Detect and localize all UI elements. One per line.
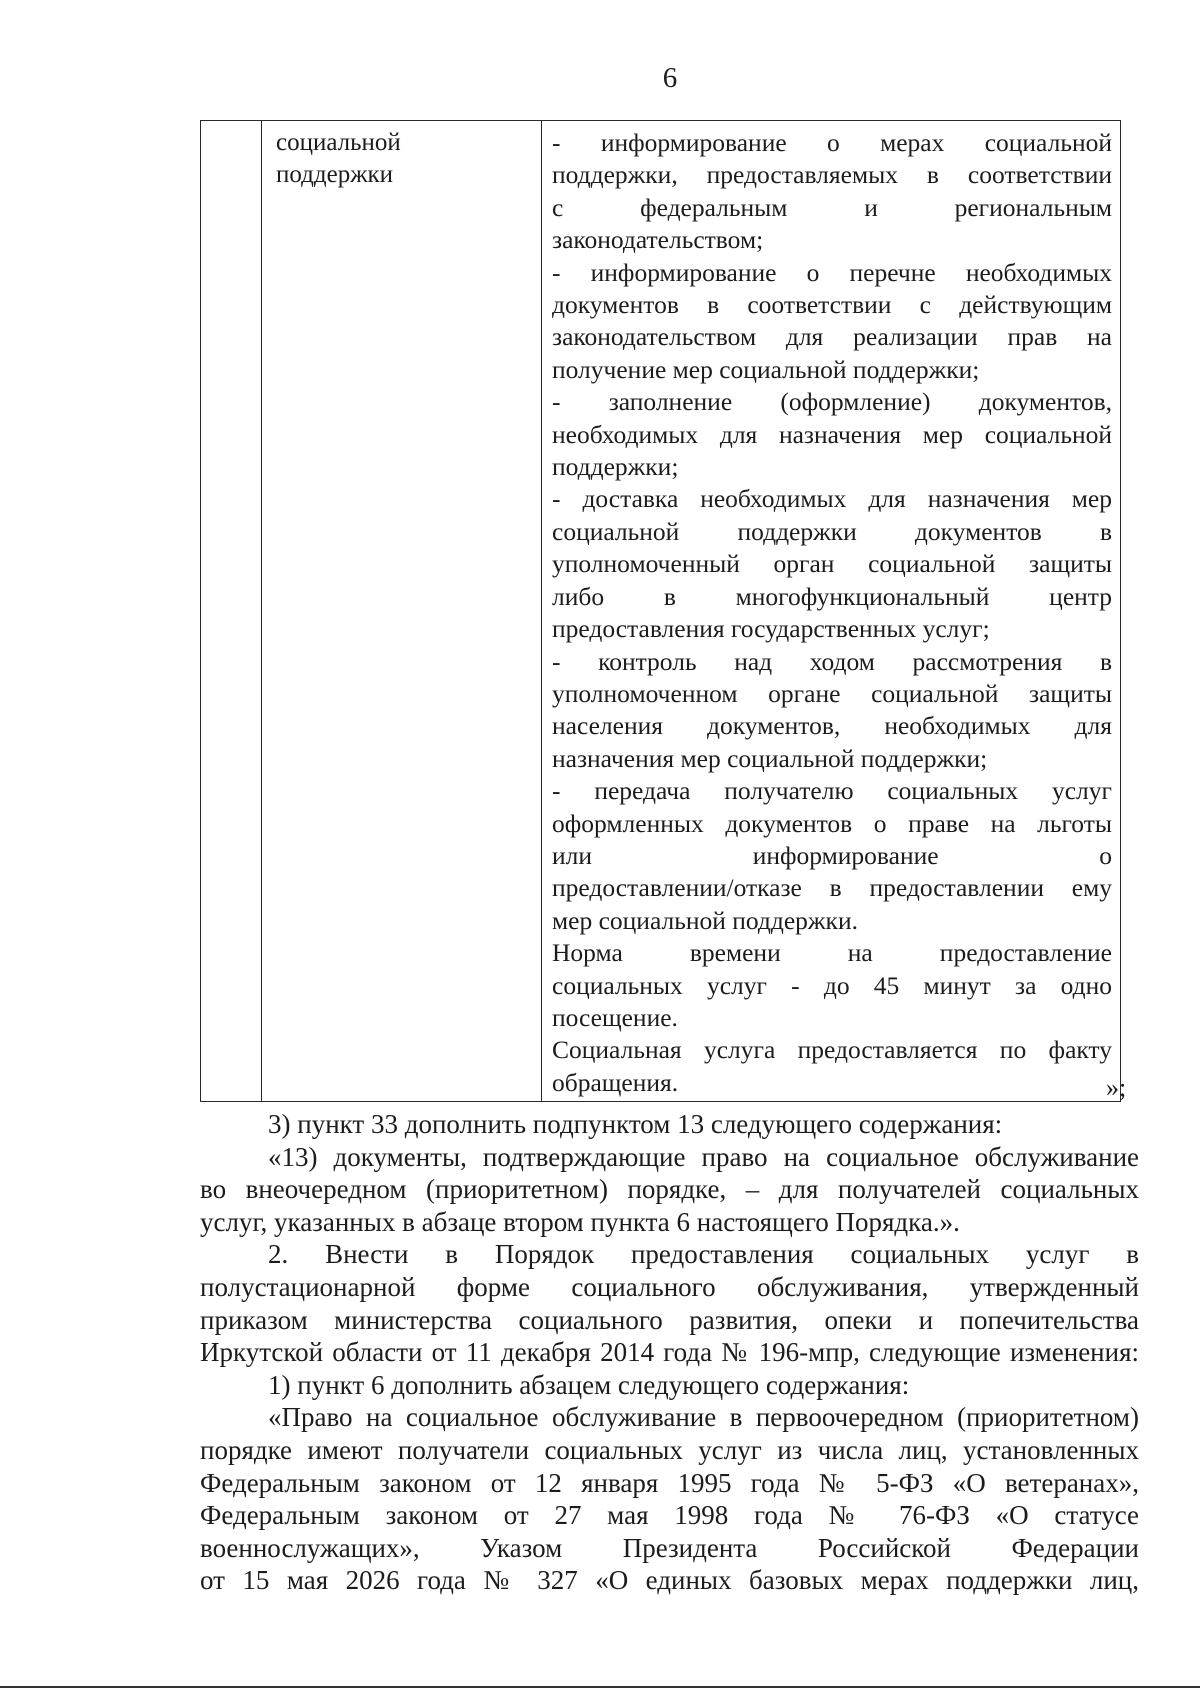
body-text-line: 1) пункт 6 дополнить абзацем следующего содержания: bbox=[268, 1369, 910, 1400]
page-number: 6 bbox=[662, 62, 678, 94]
body-text-line: Федеральным законом от 27 мая 1998 года № 76-ФЗ «О статусе bbox=[200, 1500, 1139, 1531]
cell-text-line: законодательством; bbox=[552, 225, 764, 255]
body-text-line: 2. Внести в Порядок предоставления социальных услуг в bbox=[268, 1239, 1139, 1270]
body-text-line: военнослужащих», Указом Президента Российской Федерации bbox=[200, 1532, 1139, 1563]
cell-text-line: законодательством для реализации прав на bbox=[552, 322, 1112, 352]
body-text-line: услуг, указанных в абзаце втором пункта 6 настоящего Порядка.». bbox=[200, 1206, 960, 1237]
body-text-line: Федеральным законом от 12 января 1995 года № 5-ФЗ «О ветеранах», bbox=[200, 1467, 1139, 1498]
table-cell-number bbox=[201, 121, 262, 1102]
services-table bbox=[200, 120, 1121, 1102]
body-text-line: «Право на социальное обслуживание в первоочередном (приоритетном) bbox=[268, 1402, 1139, 1433]
table-row bbox=[201, 121, 1121, 1102]
cell-text-line: или информирование о bbox=[552, 840, 1112, 870]
table-cell-category bbox=[262, 121, 542, 1102]
closing-quote-mark: »; bbox=[1106, 1073, 1127, 1102]
cell-text-line: мер социальной поддержки. bbox=[552, 905, 858, 935]
body-text-line: приказом министерства социального развития, опеки и попечительства bbox=[200, 1304, 1139, 1335]
cell-text-line: предоставлении/отказе в предоставлении ему bbox=[552, 873, 1112, 903]
cell-text-line: предоставления государственных услуг; bbox=[552, 614, 990, 644]
cell-text-line: получение мер социальной поддержки; bbox=[552, 354, 980, 384]
cell-text-line: с федеральным и региональным bbox=[552, 192, 1112, 222]
cell-text-line: - передача получателю социальных услуг bbox=[552, 776, 1112, 806]
cell-text-line: - контроль над ходом рассмотрения в bbox=[552, 646, 1112, 676]
body-text-line: во внеочередном (приоритетном) порядке, – для получателей социальных bbox=[200, 1174, 1139, 1205]
cell-text-line: - заполнение (оформление) документов, bbox=[552, 387, 1112, 417]
cell-text-line: уполномоченном органе социальной защиты bbox=[552, 678, 1112, 708]
cell-text-line: назначения мер социальной поддержки; bbox=[552, 743, 988, 773]
cell-text-line: документов в соответствии с действующим bbox=[552, 290, 1112, 320]
scan-edge-line bbox=[0, 1686, 1200, 1688]
cell-text-line: населения документов, необходимых для bbox=[552, 711, 1112, 741]
cell-text-line: социальных услуг - до 45 минут за одно bbox=[552, 970, 1112, 1000]
body-text-line: от 15 мая 2026 года № 327 «О единых базовых мерах поддержки лиц, bbox=[200, 1565, 1139, 1596]
document-body bbox=[200, 1108, 1139, 1597]
cell-text-line: социальной поддержки документов в bbox=[552, 516, 1112, 546]
body-text-line: Иркутской области от 11 декабря 2014 года № 196-мпр, следующие изменения: bbox=[200, 1337, 1139, 1368]
cell-text-line: поддержки; bbox=[552, 452, 679, 482]
cell-text-line: Социальная услуга предоставляется по факту bbox=[552, 1035, 1112, 1065]
cell-text-line: - доставка необходимых для назначения мер bbox=[552, 484, 1112, 514]
body-text-line: «13) документы, подтверждающие право на социальное обслуживание bbox=[268, 1141, 1139, 1172]
cell-text-line: посещение. bbox=[552, 1002, 678, 1032]
cell-text-line: обращения. bbox=[552, 1067, 679, 1097]
body-text-line: 3) пункт 33 дополнить подпунктом 13 следующего содержания: bbox=[268, 1109, 1003, 1139]
cell-text-line: необходимых для назначения мер социальной bbox=[552, 419, 1112, 449]
cell-text-line: Норма времени на предоставление bbox=[552, 938, 1112, 968]
cell-text-line: уполномоченный орган социальной защиты bbox=[552, 549, 1112, 579]
body-text-line: полустационарной форме социального обслуживания, утвержденный bbox=[200, 1271, 1139, 1302]
cell-text-line: - информирование о перечне необходимых bbox=[552, 257, 1112, 287]
table-cell-description bbox=[542, 121, 1121, 1102]
cell-text-line: либо в многофункциональный центр bbox=[552, 581, 1112, 611]
cell-text-line: социальной bbox=[276, 129, 401, 156]
body-text-line: порядке имеют получатели социальных услуг из числа лиц, установленных bbox=[200, 1434, 1139, 1465]
cell-text-line: поддержки, предоставляемых в соответствии bbox=[552, 160, 1112, 190]
cell-text-line: - информирование о мерах социальной bbox=[552, 128, 1112, 157]
cell-text-line: оформленных документов о праве на льготы bbox=[552, 808, 1112, 838]
cell-text-line: поддержки bbox=[276, 161, 393, 189]
